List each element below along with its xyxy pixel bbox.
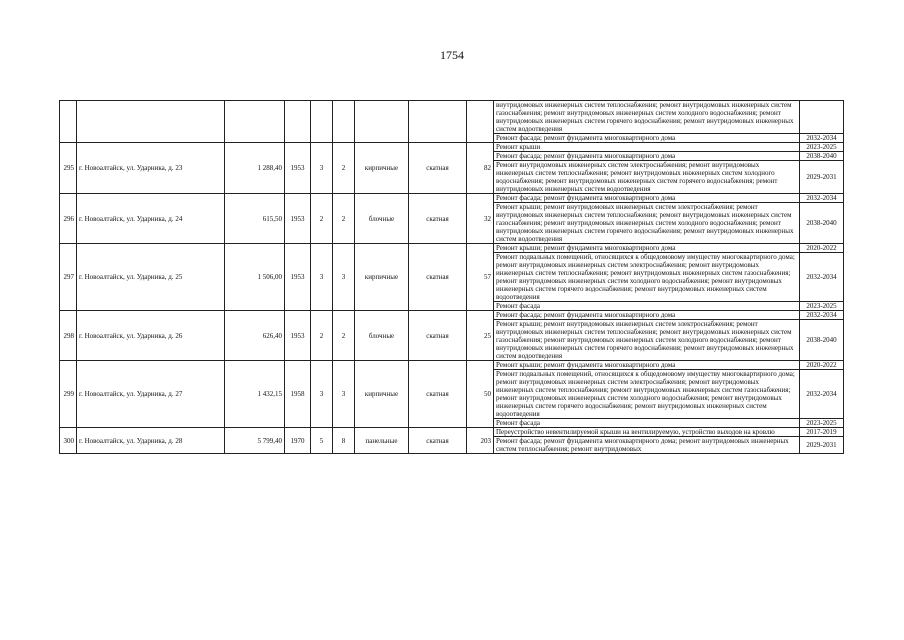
roof-cell: скатная: [409, 311, 467, 361]
work-description-cell: Ремонт фасада; ремонт фундамента многоквартирного дома: [494, 152, 800, 161]
work-period-cell: 2023-2025: [800, 419, 844, 428]
apartments-cell: 82: [467, 143, 494, 194]
apartments-cell: 25: [467, 311, 494, 361]
apartments-cell: 203: [467, 428, 494, 454]
work-period-cell: 2020-2022: [800, 361, 844, 370]
row-number-empty: [60, 101, 77, 143]
work-period-cell: 2029-2031: [800, 161, 844, 194]
entrances-cell: 8: [333, 428, 355, 454]
year-cell: 1958: [285, 361, 311, 428]
table-row: [60, 101, 844, 134]
apartments-cell: 57: [467, 244, 494, 311]
table-row: [60, 194, 844, 203]
area-cell: 626,40: [225, 311, 285, 361]
roof-cell-empty: [409, 101, 467, 143]
floors-cell: 5: [311, 428, 333, 454]
work-description-cell: Ремонт крыши; ремонт фундамента многоквартирного дома: [494, 361, 800, 370]
row-number: 295: [60, 143, 77, 194]
work-description-cell: Ремонт фасада; ремонт фундамента многоквартирного дома; ремонт внутридомовых инженерных систем теплоснабжения; ремонт внутридомовых: [494, 437, 800, 454]
entrances-cell: 3: [333, 244, 355, 311]
floors-cell: 3: [311, 361, 333, 428]
floors-cell: 2: [311, 194, 333, 244]
work-description-cell: Ремонт крыши: [494, 143, 800, 152]
year-cell: 1953: [285, 311, 311, 361]
walls-cell: кирпичные: [355, 244, 409, 311]
work-period-cell: 2038-2040: [800, 320, 844, 361]
work-period-cell: 2020-2022: [800, 244, 844, 253]
roof-cell: скатная: [409, 361, 467, 428]
work-period-cell: 2032-2034: [800, 370, 844, 419]
entrances-cell: 2: [333, 311, 355, 361]
work-description-cell: Ремонт крыши; ремонт внутридомовых инженерных систем электроснабжения; ремонт внутридомовых инженерных систем теплоснабжения; ремонт внутридомовых инженерных систем газоснабжения; ремонт внутридомовых инженерных систем холодного водоснабжения; ремонт внутридомовых инженерных систем горячего водоснабжения; ремонт внутридомовых инженерных систем водоотведения: [494, 320, 800, 361]
address-cell-empty: [77, 101, 225, 143]
row-number: 300: [60, 428, 77, 454]
area-cell: 615,50: [225, 194, 285, 244]
roof-cell: скатная: [409, 428, 467, 454]
work-description-cell: Ремонт фасада: [494, 419, 800, 428]
floors-cell: 3: [311, 143, 333, 194]
year-cell: 1953: [285, 244, 311, 311]
year-cell: 1953: [285, 194, 311, 244]
floors-cell-empty: [311, 101, 333, 143]
address-cell: г. Новоалтайск, ул. Ударника, д. 26: [77, 311, 225, 361]
apartments-cell: 32: [467, 194, 494, 244]
row-number: 298: [60, 311, 77, 361]
walls-cell: кирпичные: [355, 361, 409, 428]
row-number: 299: [60, 361, 77, 428]
work-period-cell: 2032-2034: [800, 194, 844, 203]
table-row: [60, 244, 844, 253]
row-number: 297: [60, 244, 77, 311]
work-period-cell: 2023-2025: [800, 302, 844, 311]
address-cell: г. Новоалтайск, ул. Ударника, д. 24: [77, 194, 225, 244]
capital-repair-table: [59, 100, 844, 454]
work-description-cell: Ремонт подвальных помещений, относящихся к общедомовому имуществу многоквартирного дома; ремонт внутридомовых инженерных систем электроснабжения; ремонт внутридомовых инженерных систем теплоснабжения; ремонт внутридомовых инженерных систем газоснабжения; ремонт внутридомовых инженерных систем холодного водоснабжения; ремонт внутридомовых инженерных систем горячего водоснабжения; ремонт внутридомовых инженерных систем водоотведения: [494, 253, 800, 302]
work-period-cell: 2017-2019: [800, 428, 844, 437]
row-number: 296: [60, 194, 77, 244]
work-description-cell: Ремонт подвальных помещений, относящихся к общедомовому имуществу многоквартирного дома; ремонт внутридомовых инженерных систем электроснабжения; ремонт внутридомовых инженерных систем теплоснабжения; ремонт внутридомовых инженерных систем газоснабжения; ремонт внутридомовых инженерных систем холодного водоснабжения; ремонт внутридомовых инженерных систем горячего водоснабжения; ремонт внутридомовых инженерных систем водоотведения: [494, 370, 800, 419]
walls-cell-empty: [355, 101, 409, 143]
area-cell: 5 799,40: [225, 428, 285, 454]
work-description-cell: Ремонт фасада; ремонт фундамента многоквартирного дома: [494, 311, 800, 320]
walls-cell: блочные: [355, 194, 409, 244]
work-description-cell: Ремонт крыши; ремонт внутридомовых инженерных систем электроснабжения; ремонт внутридомовых инженерных систем теплоснабжения; ремонт внутридомовых инженерных систем газоснабжения; ремонт внутридомовых инженерных систем холодного водоснабжения; ремонт внутридомовых инженерных систем горячего водоснабжения; ремонт внутридомовых инженерных систем водоотведения: [494, 203, 800, 244]
work-period-cell: 2038-2040: [800, 152, 844, 161]
area-cell: 1 432,15: [225, 361, 285, 428]
area-cell-empty: [225, 101, 285, 143]
work-description-cell: Ремонт фасада: [494, 302, 800, 311]
entrances-cell: 3: [333, 361, 355, 428]
work-period-cell: 2038-2040: [800, 203, 844, 244]
walls-cell: блочные: [355, 311, 409, 361]
roof-cell: скатная: [409, 143, 467, 194]
roof-cell: скатная: [409, 244, 467, 311]
table-row: [60, 361, 844, 370]
work-period-cell: 2032-2034: [800, 134, 844, 143]
table-body: [60, 101, 844, 454]
work-period-cell: 2029-2031: [800, 437, 844, 454]
table-row: [60, 143, 844, 152]
entrances-cell: 2: [333, 143, 355, 194]
entrances-cell-empty: [333, 101, 355, 143]
work-description-cell: внутридомовых инженерных систем теплоснабжения; ремонт внутридомовых инженерных систем газоснабжения; ремонт внутридомовых инженерных систем холодного водоснабжения; ремонт внутридомовых инженерных систем горячего водоснабжения; ремонт внутридомовых инженерных систем водоотведения: [494, 101, 800, 134]
walls-cell: кирпичные: [355, 143, 409, 194]
year-cell: 1953: [285, 143, 311, 194]
year-cell: 1970: [285, 428, 311, 454]
address-cell: г. Новоалтайск, ул. Ударника, д. 28: [77, 428, 225, 454]
floors-cell: 2: [311, 311, 333, 361]
work-description-cell: Ремонт фасада; ремонт фундамента многоквартирного дома: [494, 194, 800, 203]
apartments-cell: 50: [467, 361, 494, 428]
roof-cell: скатная: [409, 194, 467, 244]
address-cell: г. Новоалтайск, ул. Ударника, д. 27: [77, 361, 225, 428]
work-period-cell: [800, 101, 844, 134]
area-cell: 1 288,40: [225, 143, 285, 194]
table-row: [60, 428, 844, 437]
work-description-cell: Ремонт фасада; ремонт фундамента многоквартирного дома: [494, 134, 800, 143]
work-period-cell: 2023-2025: [800, 143, 844, 152]
floors-cell: 3: [311, 244, 333, 311]
address-cell: г. Новоалтайск, ул. Ударника, д. 25: [77, 244, 225, 311]
address-cell: г. Новоалтайск, ул. Ударника, д. 23: [77, 143, 225, 194]
entrances-cell: 2: [333, 194, 355, 244]
work-description-cell: Ремонт внутридомовых инженерных систем электроснабжения; ремонт внутридомовых инженерных систем теплоснабжения; ремонт внутридомовых инженерных систем холодного водоснабжения; ремонт внутридомовых инженерных систем горячего водоснабжения; ремонт внутридомовых инженерных систем водоотведения: [494, 161, 800, 194]
walls-cell: панельные: [355, 428, 409, 454]
page-number: 1754: [440, 48, 464, 62]
work-period-cell: 2032-2034: [800, 311, 844, 320]
table-row: [60, 311, 844, 320]
work-period-cell: 2032-2034: [800, 253, 844, 302]
year-cell-empty: [285, 101, 311, 143]
area-cell: 1 506,00: [225, 244, 285, 311]
apartments-cell-empty: [467, 101, 494, 143]
work-description-cell: Ремонт крыши; ремонт фундамента многоквартирного дома: [494, 244, 800, 253]
work-description-cell: Переустройство невентилируемой крыши на вентилируемую, устройство выходов на кровлю: [494, 428, 800, 437]
